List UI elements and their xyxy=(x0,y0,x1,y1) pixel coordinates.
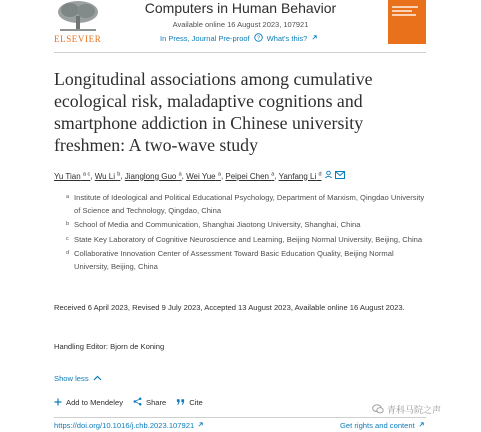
article-title: Longitudinal associations among cumulative ecological risk, maladaptive cognitions and smartphone addiction in Chinese university freshmen: A two-wave study xyxy=(54,69,373,155)
chevron-up-icon xyxy=(93,374,102,383)
rights-text: Get rights and content xyxy=(340,421,415,430)
affiliation-list xyxy=(66,192,426,276)
add-to-mendeley-label: Add to Mendeley xyxy=(66,398,123,407)
external-link-icon xyxy=(311,34,318,43)
share-label: Share xyxy=(146,398,167,407)
share-icon xyxy=(133,397,142,408)
rights-link[interactable] xyxy=(340,421,425,430)
add-to-mendeley-button[interactable] xyxy=(54,398,123,408)
handling-editor: Handling Editor: Bjorn de Koning xyxy=(54,342,165,351)
wechat-watermark xyxy=(372,403,441,416)
whats-this-link[interactable]: What's this? xyxy=(266,34,308,43)
status-label: In Press, Journal Pre-proof xyxy=(160,34,250,43)
article-actions xyxy=(54,397,213,408)
cite-button[interactable] xyxy=(176,398,203,408)
email-icon[interactable] xyxy=(335,171,345,183)
plus-icon xyxy=(54,398,62,408)
article-status xyxy=(160,33,318,44)
availability-line: Available online 16 August 2023, 107921 xyxy=(172,20,309,29)
affiliation-item: d Collaborative Innovation Center of Assessment Toward Basic Education Quality, Beijing Normal University, Beijing, China xyxy=(66,249,394,271)
wechat-icon xyxy=(372,404,384,416)
doi-text: https://doi.org/10.1016/j.chb.2023.107921 xyxy=(54,421,195,430)
doi-link[interactable] xyxy=(54,421,204,430)
cite-label: Cite xyxy=(189,398,203,407)
person-icon[interactable] xyxy=(324,170,333,183)
external-link-icon xyxy=(197,421,204,430)
share-button[interactable] xyxy=(133,397,166,408)
external-link-icon xyxy=(418,421,425,430)
article-history: Received 6 April 2023, Revised 9 July 2023, Accepted 13 August 2023, Available online 16 August 2023. xyxy=(54,303,405,312)
author-link[interactable]: Yanfang Li $^d$ xyxy=(278,171,322,181)
affiliation-item: c State Key Laboratory of Cognitive Neuroscience and Learning, Beijing Normal University, Beijing, China xyxy=(66,234,423,244)
quote-icon xyxy=(176,398,185,408)
journal-title[interactable]: Computers in Human Behavior xyxy=(144,0,337,16)
affiliation-item: b School of Media and Communication, Shanghai Jiaotong University, Shanghai, China xyxy=(66,220,361,230)
author-link[interactable]: Peipei Chen $^a$ xyxy=(225,171,275,181)
author-link[interactable]: Jianglong Guo $^a$ xyxy=(124,171,182,181)
author-link[interactable]: Wei Yue $^a$ xyxy=(186,171,221,181)
svg-text:?: ? xyxy=(256,35,260,42)
footer-divider xyxy=(54,417,426,418)
header-divider xyxy=(54,52,426,53)
elsevier-wordmark: ELSEVIER xyxy=(54,34,102,44)
author-list: Yu Tian $^{a c}$, Wu Li $^b$, Jianglong Guo $^a$, Wei Yue $^a$, Peipei Chen $^a$, Yanfang Li $^d$ xyxy=(54,168,426,183)
affiliation-item: a Institute of Ideological and Political Educational Psychology, Department of Marxism, Qingdao University of Science and Technology, Qingdao, China xyxy=(66,193,425,215)
watermark-text: 青科马院之声 xyxy=(387,405,442,415)
show-less-label: Show less xyxy=(54,374,89,383)
author-link[interactable]: Yu Tian $^{a c}$ xyxy=(54,171,91,181)
author-link[interactable]: Wu Li $^b$ xyxy=(94,171,121,181)
show-less-button[interactable] xyxy=(54,374,102,383)
journal-cover-thumbnail[interactable] xyxy=(388,0,426,44)
help-circle-icon[interactable] xyxy=(254,33,263,44)
